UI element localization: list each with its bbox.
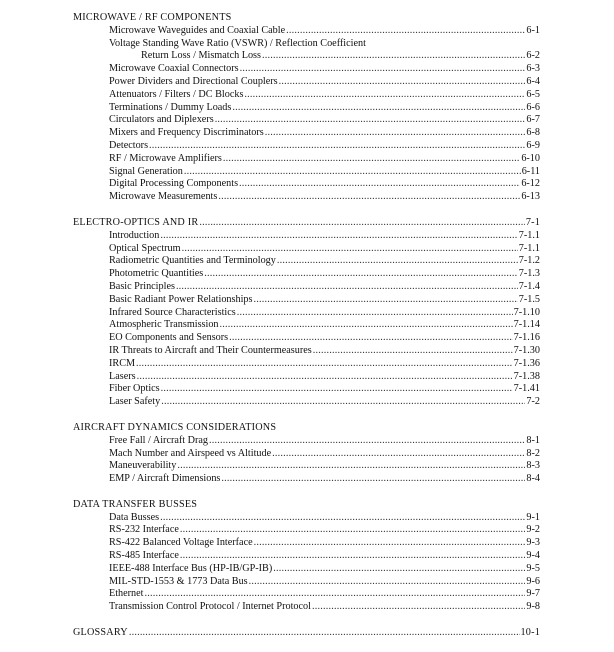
leader-dots [220,319,513,332]
leader-dots [262,50,525,63]
toc-entry[interactable] [0,563,540,576]
entry-title: Circulators and Diplexers [109,114,214,126]
entry-title: MIL-STD-1553 & 1773 Data Bus [109,575,248,587]
toc-entry[interactable] [0,371,540,384]
toc-entry[interactable] [0,460,540,473]
entry-title: RS-422 Balanced Voltage Interface [109,537,253,549]
entry-page: 9-5 [526,562,540,574]
leader-dots [279,76,526,89]
entry-page: 9-8 [526,601,540,613]
entry-title: Photometric Quantities [109,268,204,280]
entry-title: Radiometric Quantities and Terminology [109,255,276,267]
leader-dots [272,448,525,461]
section-heading-electro-optics[interactable] [0,217,540,230]
toc-entry[interactable] [0,153,540,166]
entry-title: Laser Safety [109,396,161,408]
entry-page: 8-1 [526,434,540,446]
leader-dots [137,371,513,384]
leader-dots [286,25,525,38]
entry-page: 7-1.38 [513,370,540,382]
entry-page: 7-1.5 [518,293,540,305]
entry-page: 6-9 [526,139,540,151]
toc-entry-continuation[interactable] [0,50,540,63]
toc-entry[interactable] [0,243,540,256]
entry-page: 6-6 [526,101,540,113]
leader-dots [273,563,525,576]
section-gap [0,204,614,217]
toc-entry[interactable] [0,127,540,140]
entry-title: IEEE-488 Interface Bus (HP-IB/GP-IB) [109,562,273,574]
leader-dots [161,383,513,396]
toc-entry[interactable] [0,230,540,243]
entry-page: 6-7 [526,114,540,126]
leader-dots [244,89,525,102]
entry-title: Microwave Waveguides and Coaxial Cable [109,24,286,36]
entry-page: 6-1 [526,24,540,36]
entry-title: Attenuators / Filters / DC Blocks [109,88,244,100]
entry-title: Terminations / Dummy Loads [109,101,232,113]
entry-page: 7-1.14 [513,319,540,331]
section-heading-microwave-rf [0,12,614,25]
entry-page: 7-1.1 [518,229,540,241]
entry-title: Maneuverability [109,460,177,472]
toc-entry[interactable] [0,332,540,345]
entry-title: Introduction [109,229,160,241]
entry-title: Microwave Coaxial Connectors [109,63,239,75]
entry-title: Digital Processing Components [109,178,239,190]
entry-title: IRCM [109,357,136,369]
leader-dots [277,255,518,268]
entry-title: RF / Microwave Amplifiers [109,152,222,164]
section-title: GLOSSARY [73,627,128,639]
entry-page: 9-3 [526,537,540,549]
entry-title: Detectors [109,139,149,151]
section-gap [0,614,614,627]
toc-entry[interactable] [0,473,540,486]
entry-page: 7-1.3 [518,268,540,280]
toc-entry[interactable] [0,140,540,153]
leader-dots [223,153,520,166]
entry-title: Mixers and Frequency Discriminators [109,127,264,139]
entry-page: 7-1.16 [513,332,540,344]
leader-dots [182,243,518,256]
entry-title: Microwave Measurements [109,191,218,203]
entry-page: 9-2 [526,524,540,536]
entry-page: 7-2 [526,396,540,408]
leader-dots [313,345,513,358]
entry-page: 9-1 [526,511,540,523]
entry-title: RS-232 Interface [109,524,179,536]
entry-page: 6-10 [521,152,540,164]
section-heading-aircraft-dynamics [0,422,614,435]
entry-title: Atmospheric Transmission [109,319,219,331]
toc-entry[interactable] [0,588,540,601]
table-of-contents [0,12,614,640]
entry-page: 9-4 [526,550,540,562]
leader-dots [239,178,520,191]
toc-entry[interactable] [0,114,540,127]
entry-title: Infrared Source Characteristics [109,306,236,318]
entry-page: 8-3 [526,460,540,472]
entry-page: 6-3 [526,63,540,75]
toc-entry[interactable] [0,601,540,614]
entry-title: RS-485 Interface [109,550,179,562]
toc-entry[interactable] [0,178,540,191]
entry-page: 7-1.4 [518,280,540,292]
leader-dots [209,435,525,448]
section-heading-data-transfer-busses [0,499,614,512]
leader-dots [240,63,526,76]
leader-dots [180,524,526,537]
leader-dots [229,332,513,345]
entry-page: 6-8 [526,127,540,139]
entry-title: Signal Generation [109,165,183,177]
entry-title: Data Busses [109,511,160,523]
section-title: MICROWAVE / RF COMPONENTS [73,12,232,23]
section-page: 7-1 [525,216,540,228]
toc-entry[interactable] [0,89,540,102]
leader-dots [204,268,518,281]
section-title: ELECTRO-OPTICS AND IR [73,216,199,228]
entry-title: IR Threats to Aircraft and Their Countermeasures [109,344,312,356]
toc-entry[interactable] [0,294,540,307]
section-gap [0,486,614,499]
section-title: DATA TRANSFER BUSSES [73,498,198,510]
entry-page: 7-1.30 [513,344,540,356]
toc-entry[interactable] [0,345,540,358]
entry-title: Basic Radiant Power Relationships [109,293,253,305]
entry-title: Voltage Standing Wave Ratio (VSWR) / Reflection Coefficient [109,37,366,49]
toc-entry[interactable] [0,166,540,179]
entry-page: 6-11 [521,165,540,177]
toc-entry[interactable] [0,25,540,38]
toc-entry[interactable] [0,435,540,448]
entry-title: Power Dividers and Directional Couplers [109,75,278,87]
entry-page: 7-1.10 [513,306,540,318]
toc-entry[interactable] [0,396,540,409]
toc-entry[interactable] [0,537,540,550]
section-heading-glossary[interactable] [0,627,540,640]
entry-page: 7-1.1 [518,242,540,254]
toc-entry-first-line[interactable] [0,38,614,51]
leader-dots [312,601,525,614]
entry-page: 8-2 [526,447,540,459]
section-gap [0,409,614,422]
entry-title: Fiber Optics [109,383,160,395]
entry-page: 6-12 [521,178,540,190]
toc-entry[interactable] [0,102,540,115]
entry-title: Lasers [109,370,136,382]
entry-title: Mach Number and Airspeed vs Altitude [109,447,272,459]
entry-page: 7-1.36 [513,357,540,369]
toc-entry[interactable] [0,358,540,371]
toc-entry[interactable] [0,319,540,332]
entry-page: 8-4 [526,473,540,485]
entry-page: 7-1.2 [518,255,540,267]
leader-dots [265,127,526,140]
toc-entry[interactable] [0,63,540,76]
toc-entry[interactable] [0,448,540,461]
toc-entry[interactable] [0,576,540,589]
section-page: 10-1 [520,627,540,639]
entry-title: Ethernet [109,588,144,600]
entry-title: EO Components and Sensors [109,332,229,344]
leader-dots [161,396,525,409]
entry-page: 9-7 [526,588,540,600]
entry-page: 6-4 [526,75,540,87]
section-title: AIRCRAFT DYNAMICS CONSIDERATIONS [73,421,277,433]
entry-title: Transmission Control Protocol / Internet Protocol [109,601,311,613]
leader-dots [180,550,526,563]
leader-dots [232,102,525,115]
entry-page: 6-2 [526,50,540,62]
toc-entry[interactable] [0,76,540,89]
leader-dots [253,294,517,307]
toc-entry[interactable] [0,524,540,537]
entry-title: Optical Spectrum [109,242,181,254]
leader-dots [218,191,520,204]
leader-dots [221,473,525,486]
leader-dots [149,140,525,153]
entry-page: 6-13 [521,191,540,203]
leader-dots [215,114,526,127]
entry-page: 6-5 [526,88,540,100]
leader-dots [176,281,518,294]
toc-entry[interactable] [0,255,540,268]
entry-page: 9-6 [526,575,540,587]
leader-dots [254,537,526,550]
leader-dots [184,166,521,179]
leader-dots [199,217,524,230]
toc-entry[interactable] [0,512,540,525]
leader-dots [145,588,526,601]
entry-page: 7-1.41 [513,383,540,395]
leader-dots [136,358,513,371]
entry-title: Basic Principles [109,280,175,292]
leader-dots [129,627,520,640]
toc-entry[interactable] [0,191,540,204]
toc-entry[interactable] [0,268,540,281]
leader-dots [160,512,525,525]
toc-entry[interactable] [0,550,540,563]
toc-entry[interactable] [0,383,540,396]
leader-dots [160,230,517,243]
entry-title: EMP / Aircraft Dimensions [109,473,221,485]
leader-dots [177,460,525,473]
entry-title: Free Fall / Aircraft Drag [109,434,209,446]
leader-dots [237,307,513,320]
leader-dots [249,576,526,589]
toc-entry[interactable] [0,281,540,294]
toc-entry[interactable] [0,307,540,320]
entry-continuation: Return Loss / Mismatch Loss [141,50,261,62]
